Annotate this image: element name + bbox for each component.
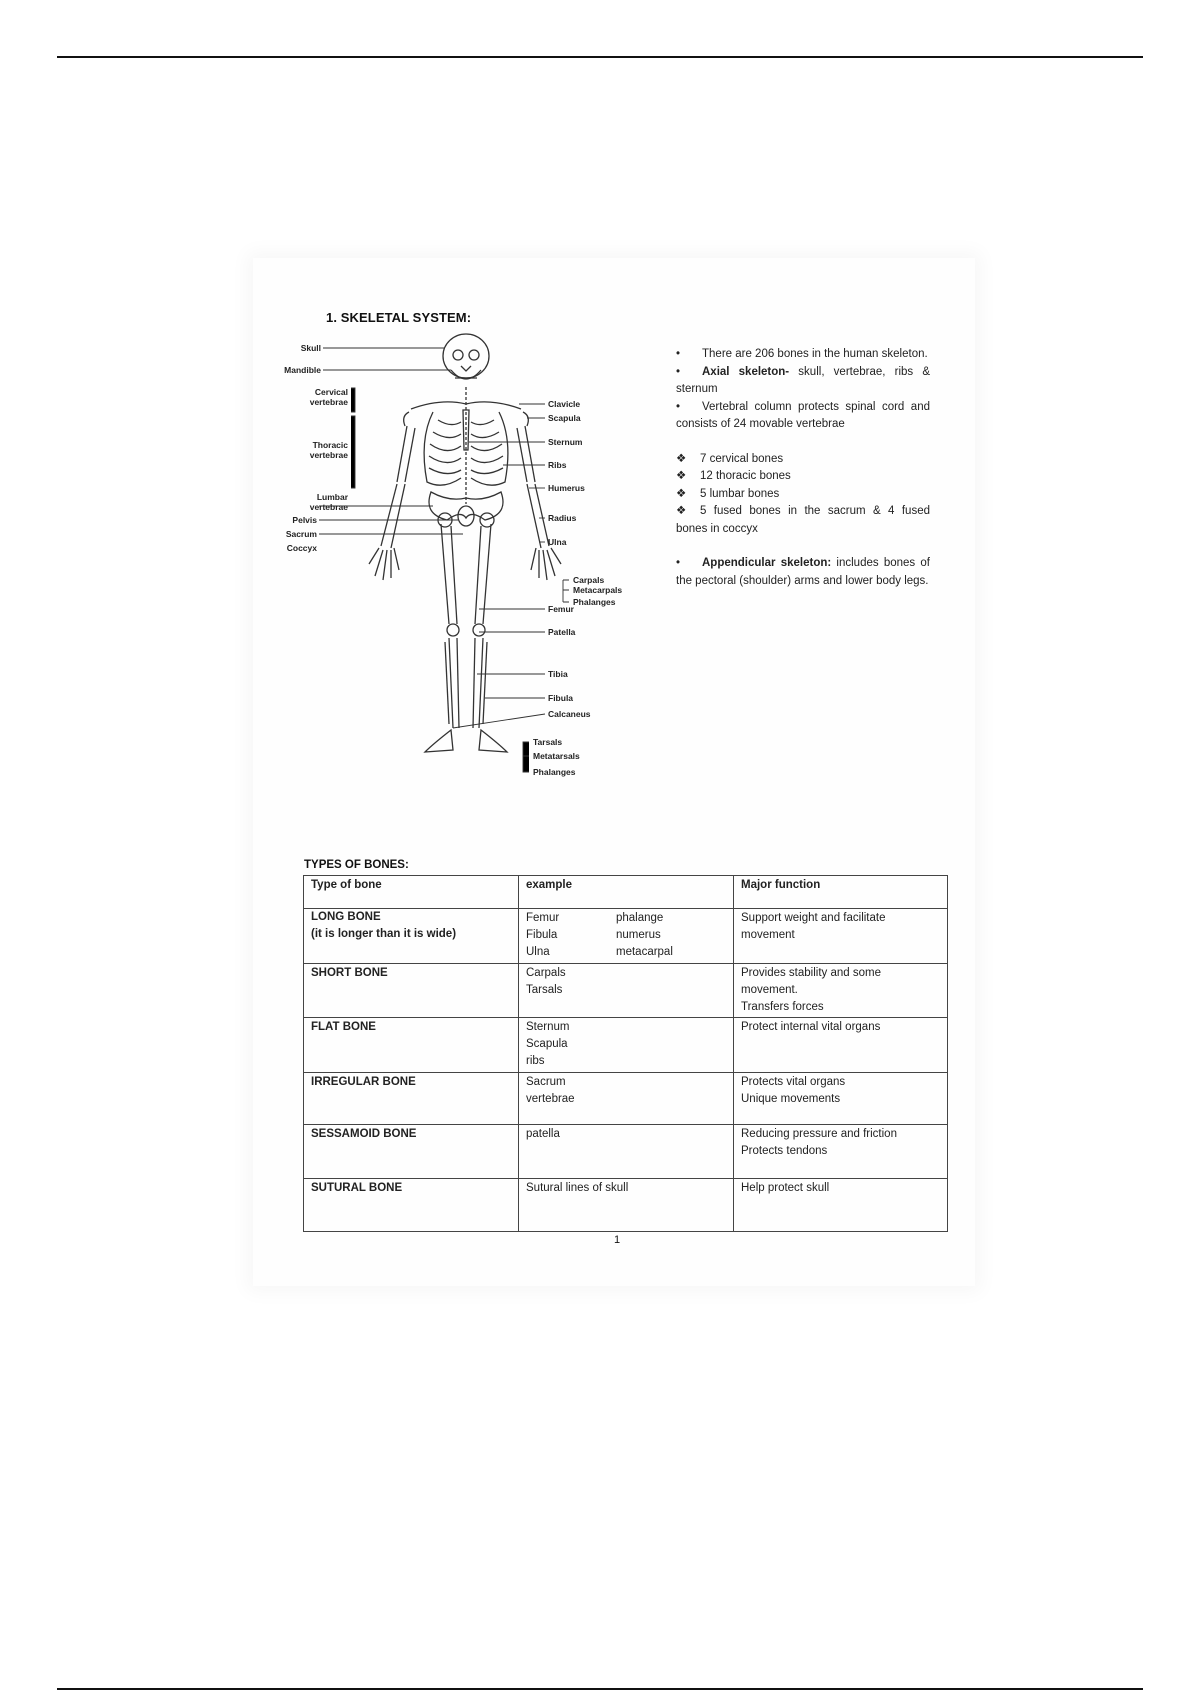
label-coccyx: Coccyx bbox=[286, 543, 317, 553]
label-tarsals: Tarsals bbox=[533, 737, 563, 747]
label-metacarpals: Metacarpals bbox=[573, 585, 623, 595]
note-sacrum-coccyx: ❖ 5 fused bones in the sacrum & 4 fused bones in coccyx bbox=[676, 505, 930, 535]
long-bone-note: (it is longer than it is wide) bbox=[311, 928, 457, 940]
table-row bbox=[304, 1179, 948, 1232]
note-axial: • Axial skeleton- skull, vertebrae, ribs & sternum bbox=[676, 365, 930, 395]
label-patella: Patella bbox=[548, 627, 576, 637]
long-bone-examples: Femur phalange Fibula numerus Ulna metacarpal bbox=[519, 909, 734, 964]
header-rule bbox=[57, 56, 1143, 58]
label-calcaneus: Calcaneus bbox=[548, 709, 591, 719]
table-row bbox=[304, 909, 948, 964]
table-row bbox=[304, 1125, 948, 1179]
long-bone-type: LONG BONE bbox=[311, 911, 381, 923]
note-cervical: ❖ 7 cervical bones bbox=[676, 452, 784, 465]
sesamoid-bone-example: patella bbox=[519, 1125, 734, 1179]
label-clavicle: Clavicle bbox=[548, 399, 581, 409]
label-sacrum: Sacrum bbox=[285, 529, 317, 539]
table-row bbox=[304, 1073, 948, 1125]
irregular-bone-function: Protects vital organs Unique movements bbox=[734, 1073, 948, 1125]
label-lumbar-1: Lumbar bbox=[316, 492, 348, 502]
label-tibia: Tibia bbox=[548, 669, 568, 679]
header-function: Major function bbox=[734, 876, 948, 909]
flat-bone-type: FLAT BONE bbox=[304, 1018, 519, 1073]
note-thoracic: ❖ 12 thoracic bones bbox=[676, 470, 791, 482]
note-appendicular: • Appendicular skeleton: includes bones of the pectoral (shoulder) arms and lower body legs. bbox=[676, 557, 930, 587]
note-vertebral-column: • Vertebral column protects spinal cord and consists of 24 movable vertebrae bbox=[676, 400, 930, 430]
label-humerus: Humerus bbox=[548, 483, 585, 493]
table-row bbox=[304, 1018, 948, 1073]
label-carpals: Carpals bbox=[573, 575, 605, 585]
irregular-bone-examples: Sacrum vertebrae bbox=[519, 1073, 734, 1125]
sesamoid-bone-type: SESSAMOID BONE bbox=[304, 1125, 519, 1179]
table-row bbox=[304, 964, 948, 1018]
label-thoracic-2: vertebrae bbox=[309, 450, 348, 460]
label-femur: Femur bbox=[548, 604, 574, 614]
label-pelvis: Pelvis bbox=[292, 515, 317, 525]
page-number: 1 bbox=[614, 1234, 621, 1246]
sesamoid-bone-function: Reducing pressure and friction Protects tendons bbox=[734, 1125, 948, 1179]
table-header-row bbox=[304, 876, 948, 909]
label-sternum: Sternum bbox=[548, 437, 583, 447]
skeleton-diagram bbox=[283, 332, 673, 832]
label-ulna: Ulna bbox=[548, 537, 567, 547]
label-cervical-1: Cervical bbox=[314, 387, 348, 397]
flat-bone-function: Protect internal vital organs bbox=[734, 1018, 948, 1073]
label-metatarsals: Metatarsals bbox=[533, 751, 580, 761]
footer-rule bbox=[57, 1688, 1143, 1690]
label-ribs: Ribs bbox=[548, 460, 567, 470]
label-lumbar-2: vertebrae bbox=[309, 502, 348, 512]
sutural-bone-type: SUTURAL BONE bbox=[304, 1179, 519, 1232]
label-cervical-2: vertebrae bbox=[309, 397, 348, 407]
bone-types-table bbox=[303, 875, 948, 1232]
label-thoracic-1: Thoracic bbox=[312, 440, 348, 450]
label-radius: Radius bbox=[548, 513, 577, 523]
label-phalanges-foot: Phalanges bbox=[533, 767, 576, 777]
label-phalanges-hand: Phalanges bbox=[573, 597, 616, 607]
long-bone-function: Support weight and facilitate movement bbox=[734, 909, 948, 964]
label-skull: Skull bbox=[300, 343, 321, 353]
skeleton-notes bbox=[676, 346, 930, 590]
flat-bone-examples: Sternum Scapula ribs bbox=[519, 1018, 734, 1073]
section-heading: 1. SKELETAL SYSTEM: bbox=[326, 310, 472, 325]
short-bone-examples: Carpals Tarsals bbox=[519, 964, 734, 1018]
note-bones-count: • There are 206 bones in the human skeleton. bbox=[676, 348, 928, 360]
types-of-bones-heading: TYPES OF BONES: bbox=[304, 859, 409, 871]
sutural-bone-example: Sutural lines of skull bbox=[519, 1179, 734, 1232]
header-type: Type of bone bbox=[304, 876, 519, 909]
header-example: example bbox=[519, 876, 734, 909]
sutural-bone-function: Help protect skull bbox=[734, 1179, 948, 1232]
note-lumbar: ❖ 5 lumbar bones bbox=[676, 487, 780, 500]
irregular-bone-type: IRREGULAR BONE bbox=[304, 1073, 519, 1125]
short-bone-function: Provides stability and some movement. Transfers forces bbox=[734, 964, 948, 1018]
label-mandible: Mandible bbox=[284, 365, 321, 375]
short-bone-type: SHORT BONE bbox=[304, 964, 519, 1018]
label-fibula: Fibula bbox=[548, 693, 574, 703]
label-scapula: Scapula bbox=[548, 413, 581, 423]
